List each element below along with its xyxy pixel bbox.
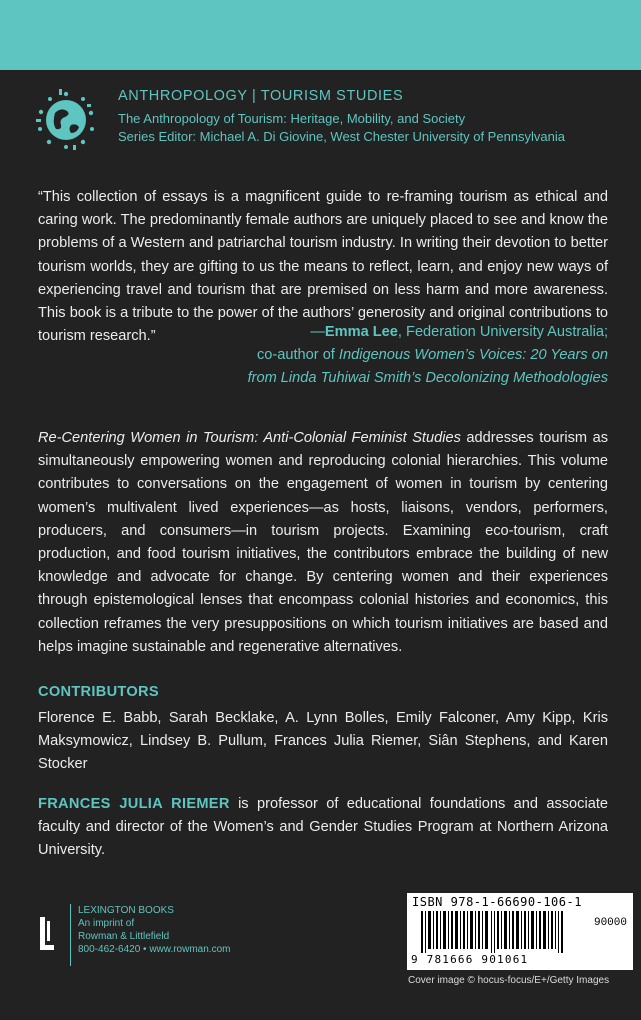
top-color-band [0, 0, 641, 70]
series-editor: Series Editor: Michael A. Di Giovine, West Chester University of Pennsylvania [118, 129, 565, 144]
publisher-info [78, 904, 230, 956]
publisher-imprint-2: Rowman & Littlefield [78, 931, 170, 942]
barcode-digits: 9 781666 901061 [411, 953, 529, 966]
coauthor-prefix: co-author of [256, 347, 339, 363]
contributors-heading: CONTRIBUTORS [38, 684, 159, 700]
publisher-contact: 800-462-6420 • www.rowman.com [78, 944, 231, 955]
book-title: Re-Centering Women in Tourism: Anti-Colonial Feminist Studies [38, 430, 461, 446]
series-category: ANTHROPOLOGY | TOURISM STUDIES [118, 88, 404, 104]
barcode [407, 893, 633, 970]
series-info [118, 88, 633, 146]
description-text: addresses tourism as simultaneously empowering women and reproducing colonial hierarchies. This volume contributes to conversations on the engagement of women in tourism by centering women’s multivalent lived experiences—as hosts, liaisons, vendors, performers, producers, and consumers—in tourism projects. Examining eco-tourism, craft production, and food tourism initiatives, the contributors embrace the building of new knowledge and advocate for change. By centering women and their experiences through epistemological lenses that encompass colonial histories and economics, this collection reframes the very presuppositions on which tourism initiatives are based and helps imagine sustainable and regenerative alternatives. [38, 430, 608, 655]
endorser-affiliation: , Federation University Australia; [397, 324, 608, 340]
publisher-divider [70, 904, 71, 966]
attribution-dash: — [310, 324, 325, 340]
publisher-imprint-1: An imprint of [78, 918, 135, 929]
cover-image-credit: Cover image © hocus-focus/E+/Getty Images [408, 975, 610, 986]
endorser-name: Emma Lee [324, 324, 398, 340]
bio-text: is professor of educational foundations and associate faculty and director of the Women’s and Gender Studies Program at Northern Arizona University. [38, 796, 609, 859]
barcode-bars-icon [421, 911, 571, 953]
coauthor-title-1: Indigenous Women’s Voices: 20 Years on [338, 347, 608, 363]
series-name: The Anthropology of Tourism: Heritage, Mobility, and Society [118, 111, 466, 126]
endorsement-quote: “This collection of essays is a magnificent guide to re-framing tourism as ethical and caring work. The predominantly female authors are uniquely placed to see and know the problems of a Western and patriarchal tourism industry. In writing their devotion to better tourism worlds, they are gifting to us the means to reflect, learn, and enjoy new ways of experiencing travel and tourism that are premised on less harm and more awareness. This book is a tribute to the power of the authors’ generosity and original contributions to tourism research.” [38, 189, 608, 345]
isbn-text: ISBN 978-1-66690-106-1 [412, 895, 582, 909]
price-code: 90000 [593, 917, 627, 929]
globe-tourism-icon [33, 87, 99, 153]
lexington-logo-icon [38, 915, 62, 955]
contributors-list: Florence E. Babb, Sarah Becklake, A. Lynn Bolles, Emily Falconer, Amy Kipp, Kris Maksymowicz, Lindsey B. Pullum, Frances Julia Riemer, Siân Stephens, and Karen Stocker [38, 710, 608, 773]
coauthor-title-2: from Linda Tuhiwai Smith’s Decolonizing Methodologies [247, 370, 608, 386]
publisher-name: LEXINGTON BOOKS [78, 905, 174, 916]
author-bio [38, 793, 608, 863]
book-description [38, 427, 608, 659]
author-name: FRANCES JULIA RIEMER [38, 796, 230, 812]
endorsement-attribution [248, 321, 608, 390]
